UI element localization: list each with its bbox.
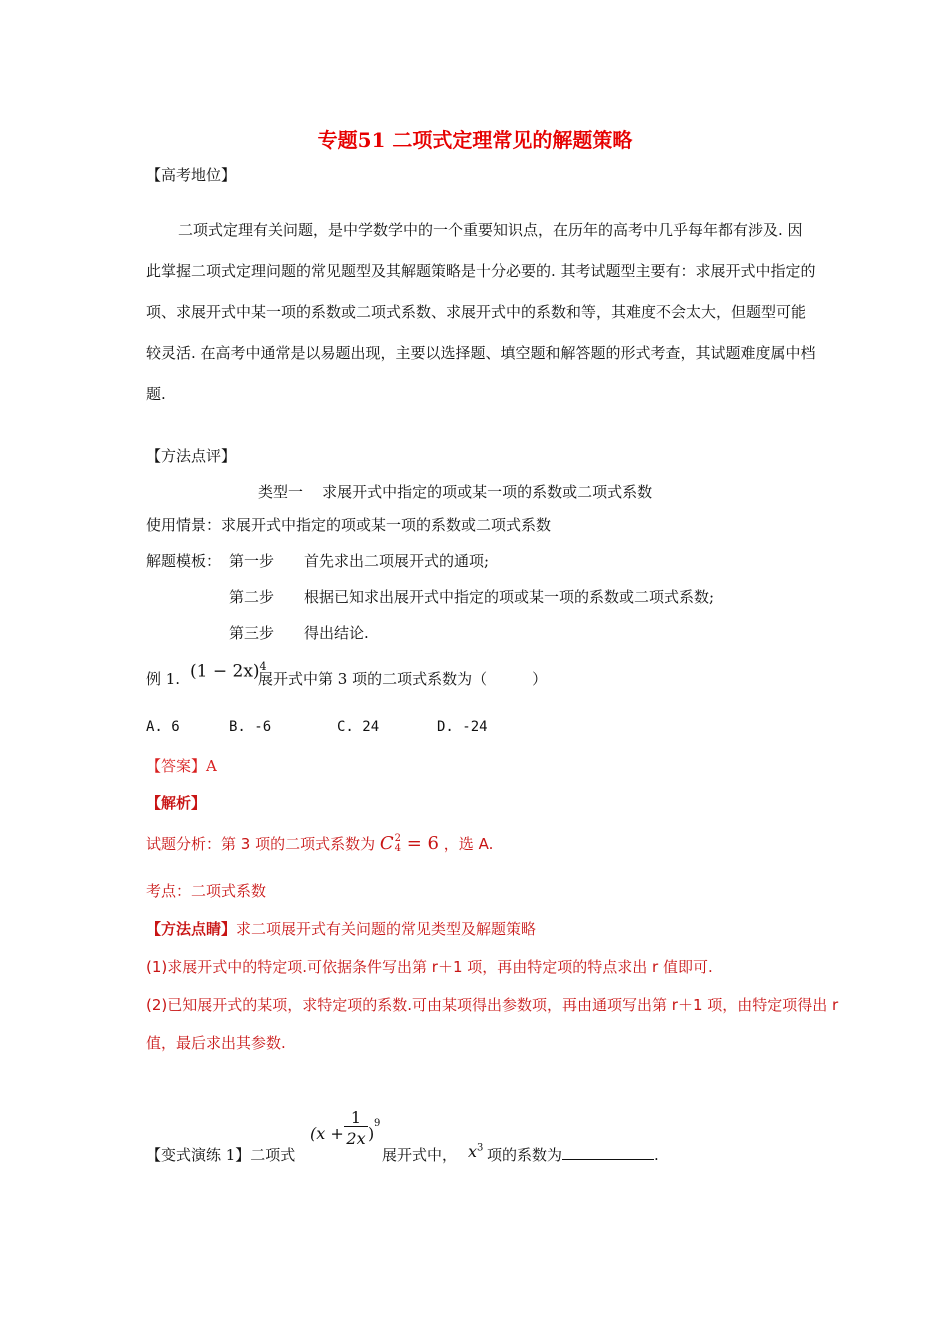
option-a: A. 6 [146,719,180,735]
variant-tail [487,1144,659,1165]
step-3-text: 得出结论. [304,624,369,642]
step-3-label: 第三步 [229,624,275,642]
variant-end: . [654,1146,659,1164]
formula-c: C [379,833,394,854]
option-c: C. 24 [337,719,380,735]
analysis-suffix: ，选 A. [443,835,494,853]
variant-term-x: x [468,1142,478,1161]
usage-line: 使用情景：求展开式中指定的项或某一项的系数或二项式系数 [146,516,552,534]
page-title: 专题51 二项式定理常见的解题策略 [317,128,633,152]
formula-sup: 2 [394,833,402,844]
analysis-formula [380,833,439,854]
option-b: B. -6 [229,719,272,735]
example1-expression-base: (1 − 2x) [190,661,260,682]
answer-label: 【答案】 [146,757,207,775]
tips-label: 【方法点睛】 [146,920,237,938]
answer-line [146,755,217,776]
answer-blank[interactable] [562,1145,654,1160]
step-2-label: 第二步 [229,588,275,606]
kaodian-line: 考点：二项式系数 [146,882,267,900]
variant-term [468,1142,483,1161]
step-1-label: 第一步 [229,552,275,570]
variant-term-exponent: 3 [477,1142,484,1154]
variant-frac-num: 1 [344,1110,368,1127]
tip-1: (1)求展开式中的特定项.可依据条件写出第 r＋1 项，再由特定项的特点求出 r 值即可. [146,958,713,976]
variant-label: 【变式演练 1】二项式 [146,1146,296,1164]
variant-expr-exponent: 9 [374,1118,381,1129]
variant-mid: 展开式中， [382,1146,458,1164]
variant-expr-close: ) [368,1124,375,1143]
example1-expression-exponent: 4 [259,660,267,673]
option-d: D. -24 [437,719,488,735]
analysis-prefix: 试题分析：第 3 项的二项式系数为 [146,835,376,853]
type1-heading: 类型一 求展开式中指定的项或某一项的系数或二项式系数 [258,483,653,501]
answer-value: A [206,757,217,775]
example1-question: 展开式中第 3 项的二项式系数为（ ） [258,670,548,688]
section-heading-position: 【高考地位】 [146,166,237,184]
tips-title: 求二项展开式有关问题的常见类型及解题策略 [236,920,537,938]
tip-2-line-1: (2)已知展开式的某项，求特定项的系数.可由某项得出参数项，再由通项写出第 r＋1 项，由特定项得出 r [146,996,839,1014]
formula-sub: 4 [394,843,402,854]
formula-rest: = 6 [401,833,440,854]
section-heading-method: 【方法点评】 [146,447,237,465]
variant-tail-text: 项的系数为 [487,1146,563,1164]
template-label: 解题模板： [146,552,222,570]
variant-expr-open: (x + [310,1124,344,1143]
example1-label: 例 1. [146,670,181,688]
step-2-text: 根据已知求出展开式中指定的项或某一项的系数或二项式系数; [304,588,715,606]
tip-2-line-2: 值，最后求出其参数. [146,1034,286,1052]
intro-paragraph: 二项式定理有关问题，是中学数学中的一个重要知识点，在历年的高考中几乎每年都有涉及. 因此掌握二项式定理问题的常见题型及其解题策略是十分必要的. 其考试题型主要有：求展开式中指定的项、求展开式中某一项的系数或二项式系数、求展开式中的系数和等，其难度不会太大，但题型可能较灵活. 在高考中通常是以易题出现，主要以选择题、填空题和解答题的形式考查，其试题难度属中档题. [146,221,816,403]
example1-expression [190,660,267,682]
tips-heading [146,918,536,939]
variant-frac-den: 2x [346,1129,366,1148]
analysis-label: 【解析】 [146,794,207,812]
step-1-text: 首先求出二项展开式的通项; [304,552,490,570]
analysis-line [146,833,493,854]
